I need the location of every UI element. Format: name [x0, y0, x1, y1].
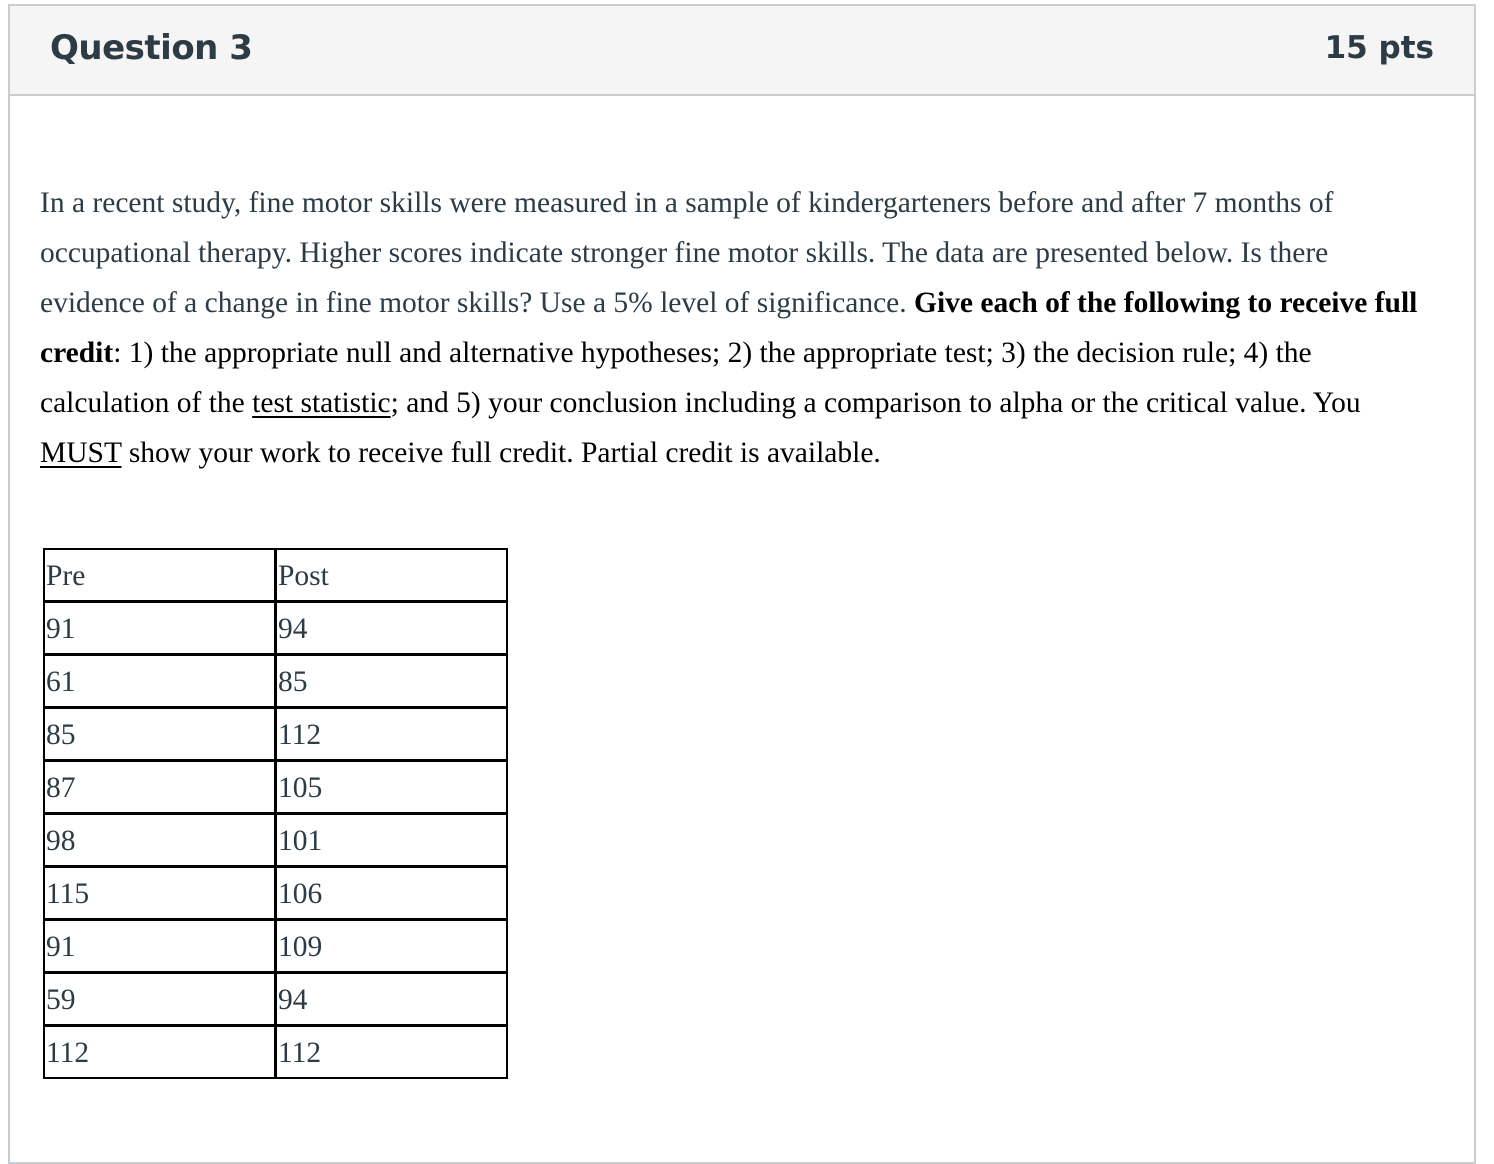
table-cell-pre: 59: [46, 984, 76, 1016]
table-cell: [276, 602, 508, 655]
table-cell: [44, 708, 276, 761]
table-cell: [276, 761, 508, 814]
table-header-pre: Pre: [46, 560, 86, 592]
table-row: [44, 867, 507, 920]
table-cell-post: 109: [278, 931, 323, 963]
table-cell: [44, 1026, 276, 1079]
table-header-cell: [44, 549, 276, 602]
table-header-post: Post: [278, 560, 329, 592]
table-cell: [276, 920, 508, 973]
table-row: [44, 1026, 507, 1079]
table-row: [44, 920, 507, 973]
table-cell-post: 94: [278, 613, 308, 645]
question-text: [40, 178, 1430, 478]
table-cell-pre: 87: [46, 772, 76, 804]
table-cell-post: 101: [278, 825, 323, 857]
data-table: [43, 548, 508, 1079]
question-header: [10, 6, 1474, 96]
table-header-cell: [276, 549, 508, 602]
table-row: [44, 708, 507, 761]
table-cell: [44, 973, 276, 1026]
question-title: Question 3: [50, 28, 253, 68]
table-cell: [276, 867, 508, 920]
table-row: [44, 761, 507, 814]
table-cell: [276, 814, 508, 867]
question-text-part-3: ; and 5) your conclusion including a comparison to alpha or the critical value. You: [390, 387, 1361, 419]
table-cell-post: 94: [278, 984, 308, 1016]
question-text-part-4: show your work to receive full credit. Partial credit is available.: [121, 437, 881, 469]
table-cell-pre: 98: [46, 825, 76, 857]
table-cell: [44, 655, 276, 708]
table-cell-pre: 61: [46, 666, 76, 698]
table-row: [44, 973, 507, 1026]
table-row: [44, 602, 507, 655]
table-header-row: [44, 549, 507, 602]
question-text-part-2: : 1) the appropriate null and alternative hypotheses; 2) the appropriate test; 3) the decision rule; 4) the calculation of the: [40, 337, 1312, 419]
table-cell-post: 112: [278, 1037, 322, 1069]
table-cell: [44, 602, 276, 655]
table-cell: [276, 1026, 508, 1079]
table-cell: [276, 973, 508, 1026]
table-cell-post: 105: [278, 772, 323, 804]
data-table-body: [44, 549, 507, 1078]
table-cell: [276, 655, 508, 708]
question-text-underline-test-statistic: test statistic: [252, 387, 391, 419]
table-row: [44, 655, 507, 708]
table-cell-pre: 85: [46, 719, 76, 751]
table-cell-post: 112: [278, 719, 322, 751]
table-cell: [44, 761, 276, 814]
question-points: 15 pts: [1324, 30, 1434, 66]
table-cell-pre: 112: [46, 1037, 90, 1069]
question-text-bold: Give each of the following to receive full credit: [40, 287, 1418, 369]
question-text-underline-must: MUST: [40, 437, 122, 469]
table-cell-pre: 115: [46, 878, 90, 910]
table-cell: [44, 814, 276, 867]
table-cell-post: 106: [278, 878, 323, 910]
table-cell: [44, 867, 276, 920]
table-cell: [44, 920, 276, 973]
table-cell-pre: 91: [46, 613, 76, 645]
table-cell-pre: 91: [46, 931, 76, 963]
table-row: [44, 814, 507, 867]
table-cell-post: 85: [278, 666, 308, 698]
question-text-part-1: In a recent study, fine motor skills were measured in a sample of kindergarteners before and after 7 months of occupational therapy. Higher scores indicate stronger fine motor skills. The data are presented below. Is there evidence of a change in fine motor skills? Use a 5% level of significance.: [40, 187, 1334, 319]
table-cell: [276, 708, 508, 761]
